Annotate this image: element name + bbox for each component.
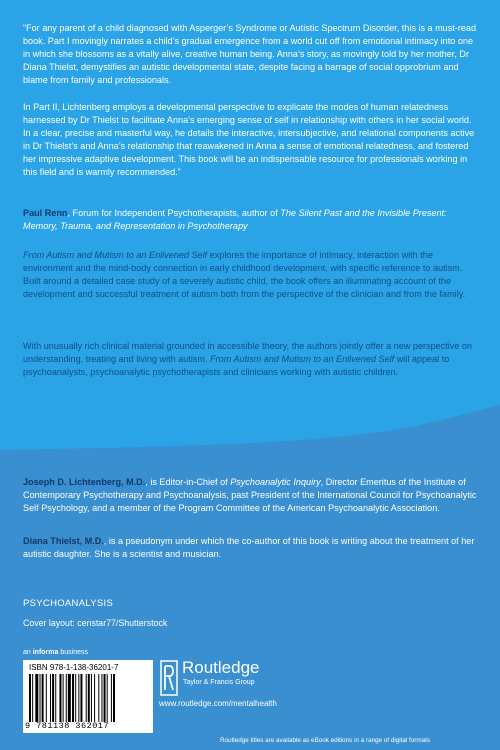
informa-brand: informa: [32, 649, 59, 656]
description-text: explores the importance of intimacy, interaction with the environment and the mind-body connection in early childhood development, with specific reference to autism. Built around a detailed case study of a severely autistic child, the book offers an illuminating account of the development and successful treatment of autism both from the perspective of the clinician and from the family.: [23, 250, 466, 300]
barcode-bar: [86, 674, 87, 722]
author-2-name: Diana Thielst, M.D.: [23, 536, 104, 546]
barcode-bar: [78, 674, 79, 722]
barcode-bar: [32, 674, 33, 722]
barcode-bar: [68, 674, 71, 722]
author-1-text-a: , is Editor-in-Chief of: [145, 477, 231, 487]
reviewer-book-title: The Silent Past and the Invisible Present: Memory, Trauma, and Representation in Psychotherapy: [23, 208, 447, 232]
informa-business-label: [23, 649, 88, 656]
barcode-bars: [29, 674, 147, 722]
description-paragraph-2: [23, 340, 479, 379]
review-quote-paragraph-2: In Part II, Lichtenberg employs a developmental perspective to explicate the modes of human relatedness harnessed by Dr Thielst to facilitate Anna’s emerging sense of self in relationship with others in her social world. In a clear, precise and masterful way, he details the interactive, intersubjective, and relational components active in Dr Thielst’s and Anna’s relationship that reawakened in Anna a sense of emotional relatedness, and fostered her impressive adaptive development. This book will be an indispensable resource for professionals working in this field and is warmly recommended.”: [23, 102, 475, 178]
author-1-text-b: , Director Emeritus of the Institute of Contemporary Psychotherapy and Psychoanalysis, past President of the International Council for Psychoanalytic Self Psychology, and a member of the Program Committee of the American Psychoanalytic Association.: [23, 477, 477, 514]
barcode-bar: [59, 674, 61, 722]
barcode-bar: [55, 674, 56, 722]
cover-credit: Cover layout: censtar77/Shutterstock: [23, 618, 168, 628]
barcode-bar: [42, 674, 44, 722]
informa-prefix: an: [23, 649, 33, 656]
book-title-italic: From Autism and Mutism to an Enlivened Self: [23, 250, 208, 260]
routledge-logo-icon: [160, 660, 178, 696]
ebook-note: Routledge titles are available as eBook editions in a range of digital formats: [220, 737, 431, 744]
author-bio-1: [23, 476, 479, 515]
barcode-bar: [52, 674, 54, 722]
barcode-bar: [50, 674, 51, 722]
reviewer-affiliation: , Forum for Independent Psychotherapists, author of: [67, 208, 281, 218]
reviewer-name: Paul Renn: [23, 208, 68, 218]
author-1-name: Joseph D. Lichtenberg, M.D.: [23, 477, 146, 487]
barcode-bar: [94, 674, 95, 722]
isbn-label: ISBN 978-1-138-36201-7: [29, 663, 119, 672]
barcode-bar: [111, 674, 112, 722]
description-text-2: With unusually rich clinical material grounded in accessible theory, the authors jointly offer a new perspective on understanding, treating and living with autism.: [23, 341, 473, 365]
barcode-bar: [29, 674, 31, 722]
book-title-italic-2: From Autism and Mutism to an Enlivened Self: [210, 354, 395, 365]
description-paragraph-1: [23, 249, 479, 301]
barcode-bar: [40, 674, 41, 722]
author-bio-2: [23, 535, 479, 561]
publisher-name: Routledge: [182, 658, 260, 677]
barcode-bar: [35, 674, 38, 722]
publisher-group: Taylor & Francis Group: [183, 679, 255, 686]
barcode-bar: [107, 674, 108, 722]
barcode-bar: [80, 674, 82, 722]
barcode-digits: 9 781138 362017: [25, 721, 110, 731]
description-text-3: will appeal to psychoanalysts, psychoanalytic psychotherapists and clinicians working with autistic children.: [23, 354, 450, 378]
barcode-bar: [63, 674, 64, 722]
barcode-bar: [72, 674, 74, 722]
barcode-bar: [88, 674, 90, 722]
barcode-bar: [66, 674, 67, 722]
author-1-journal: Psychoanalytic Inquiry: [230, 477, 321, 487]
barcode-bar: [75, 674, 76, 722]
publisher-url: www.routledge.com/mentalhealth: [159, 699, 277, 708]
isbn-barcode: [23, 660, 153, 733]
barcode-bar: [91, 674, 92, 722]
author-2-text: , is a pseudonym under which the co-author of this book is writing about the treatment of her autistic daughter. She is a scientist and musician.: [23, 536, 475, 560]
barcode-bar: [113, 674, 115, 722]
review-quote-paragraph-1: “For any parent of a child diagnosed with Asperger’s Syndrome or Autistic Spectrum Disorder, this is a must-read book. Part I movingly narrates a child’s gradual emergence from a world cut off from emotional intimacy into one in which she blossoms as a vitally alive, creative human being. Anna’s story, as movingly told by her mother, Dr Diana Thielst, demystifies an autistic developmental state, despite facing a barrage of social opprobrium and blame from family and professionals.: [23, 23, 477, 86]
subject-category: PSYCHOANALYSIS: [23, 598, 114, 609]
barcode-bar: [104, 674, 106, 722]
review-attribution: [23, 207, 479, 233]
barcode-bar: [98, 674, 99, 722]
barcode-bar: [46, 674, 47, 722]
informa-suffix: business: [58, 649, 88, 656]
barcode-bar: [101, 674, 102, 722]
